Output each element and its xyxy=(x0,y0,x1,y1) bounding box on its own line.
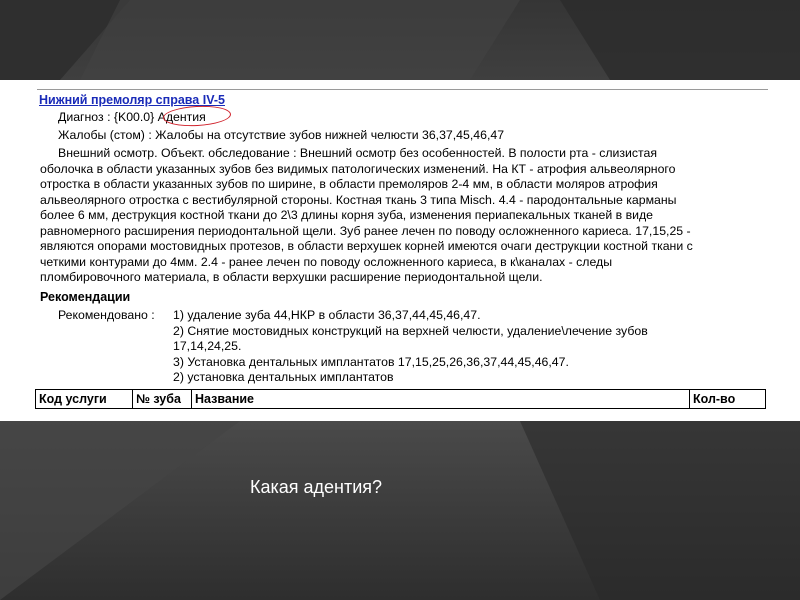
exam-line: являются опорами мостовидных протезов, в области верхушек корней имеются очаги деструкции костной ткани с xyxy=(40,239,693,253)
recommended-label: Рекомендовано : xyxy=(58,308,155,322)
exam-line: отростка в области указанных зубов по ширине, в области премоляров 2-4 мм, в области моляров атрофия xyxy=(40,177,658,191)
decor-shape-bottom-right xyxy=(520,421,800,600)
page-title[interactable]: Нижний премоляр справа IV-5 xyxy=(39,93,225,107)
slide-caption: Какая адентия? xyxy=(250,477,383,497)
recommendations-heading: Рекомендации xyxy=(40,290,131,304)
slide-background-top xyxy=(0,0,800,80)
recommendations-list xyxy=(173,308,733,386)
col-tooth-number: № зуба xyxy=(133,390,192,409)
diagnosis-label: Диагноз : {K00.0} xyxy=(58,110,155,124)
top-rule xyxy=(37,89,768,90)
decorative-panels-bottom xyxy=(0,421,800,600)
exam-paragraph xyxy=(40,146,766,286)
col-quantity: Кол-во xyxy=(690,390,766,409)
recommendation-item: 3) Установка дентальных имплантатов 17,15,25,26,36,37,44,45,46,47. xyxy=(173,354,569,369)
slide-background-bottom xyxy=(0,421,800,600)
exam-line: четкими контурами до 4мм. 2.4 - ранее лечен по поводу осложненного кариеса, в к\каналах - следы xyxy=(40,254,613,269)
exam-line: более 6 мм, деструкция костной ткани до 2\3 длины корня зуба, изменения периапекальных тканей в виде xyxy=(40,208,654,222)
decor-shape-center xyxy=(80,0,520,80)
exam-line: Внешний осмотр. Объект. обследование : Внешний осмотр без особенностей. В полости рта - слизистая xyxy=(58,146,658,160)
recommendation-item: 2) установка дентальных имплантатов xyxy=(173,370,394,385)
exam-line: альвеолярного отростка с вестибулярной стороны. Костная ткань 3 типа Misch. 4.4 - пародонтальные карманы xyxy=(40,192,677,207)
exam-line: оболочка в области указанных зубов без видимых патологических изменений. На КТ - атрофия альвеолярного xyxy=(40,161,676,176)
decor-shape-right xyxy=(560,0,800,80)
recommendation-item: 1) удаление зуба 44,НКР в области 36,37,44,45,46,47. xyxy=(173,308,481,322)
decor-shape-bottom-left xyxy=(0,421,240,600)
document-screenshot xyxy=(0,80,800,421)
services-table xyxy=(35,389,766,409)
complaints-line: Жалобы (стом) : Жалобы на отсутствие зубов нижней челюсти 36,37,45,46,47 xyxy=(58,128,505,142)
col-service-code: Код услуги xyxy=(36,390,133,409)
highlight-circle xyxy=(163,104,232,128)
recommendation-item: 2) Снятие мостовидных конструкций на верхней челюсти, удаление\лечение зубов xyxy=(173,323,648,338)
table-header-row xyxy=(36,390,766,409)
recommendation-item: 17,14,24,25. xyxy=(173,339,242,354)
exam-line: равномерного расширения периодонтальной щели. Зуб ранее лечен по поводу осложненного кариеса. 17,15,25 - xyxy=(40,223,691,238)
diagnosis-value: Адентия xyxy=(157,110,206,124)
exam-line: пломбировочного материала, в области верхушки расширение периодонтальной щели. xyxy=(40,270,543,284)
decorative-panels xyxy=(0,0,800,80)
col-name: Название xyxy=(192,390,690,409)
